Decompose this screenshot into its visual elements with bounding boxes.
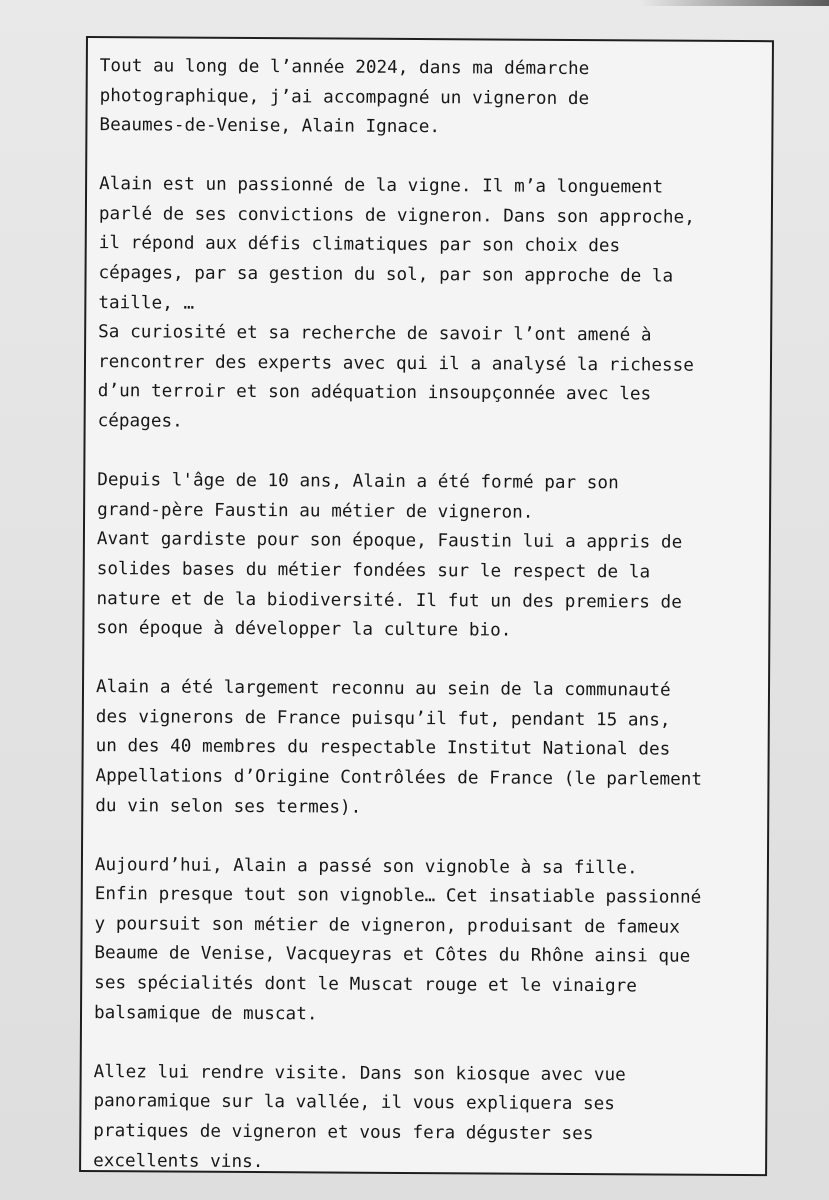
paragraph-visit — [93, 1058, 754, 1180]
text-line: Alain est un passionné de la vigne. Il m’a longuement — [99, 174, 664, 198]
text-line: panoramique sur la vallée, il vous expliquera ses — [93, 1091, 616, 1115]
text-line: Depuis l'âge de 10 ans, Alain a été formé par son — [97, 470, 619, 494]
text-line: cépages, par sa gestion du sol, par son approche de la — [98, 263, 674, 287]
text-line: excellents vins. — [93, 1150, 264, 1172]
text-line: ses spécialités dont le Muscat rouge et le vinaigre — [94, 973, 638, 997]
paragraph-today — [94, 851, 755, 1033]
text-line: parlé de ses convictions de vigneron. Dans son approche, — [98, 203, 695, 228]
text-line: cépages. — [97, 411, 183, 432]
text-line: du vin selon ses termes). — [95, 795, 362, 818]
text-line: pratiques de vigneron et vous fera déguster ses — [93, 1120, 594, 1145]
text-line: Appellations d’Origine Contrôlées de France (le parlement — [95, 766, 703, 790]
text-line: photographique, j’ai accompagné un vigneron de — [99, 85, 590, 109]
text-line: Beaume de Venise, Vacqueyras et Côtes du Rhône ainsi que — [94, 943, 691, 968]
text-line: Enfin presque tout son vignoble… Cet insatiable passionné — [94, 884, 702, 909]
text-line: Tout au long de l’année 2024, dans ma démarche — [99, 56, 590, 80]
text-line: des vignerons de France puisqu’il fut, pendant 15 ans, — [95, 706, 671, 731]
text-line: Aujourd’hui, Alain a passé son vignoble à sa fille. — [94, 854, 638, 879]
text-line: son époque à développer la culture bio. — [96, 618, 512, 641]
top-edge-shadow — [640, 0, 829, 6]
paragraph-passion — [98, 170, 760, 440]
paragraph-recognition — [95, 673, 756, 825]
text-panel — [79, 36, 774, 1176]
text-line: rencontrer des experts avec qui il a analysé la richesse — [97, 351, 695, 376]
text-line: grand-père Faustin au métier de vigneron. — [97, 499, 534, 523]
text-line: Sa curiosité et sa recherche de savoir l’ont amené à — [98, 322, 652, 346]
text-line: Beaumes-de-Venise, Alain Ignace. — [99, 115, 441, 138]
text-line: un des 40 membres du respectable Institut National des — [95, 736, 671, 760]
paragraph-intro — [99, 52, 760, 145]
text-line: nature et de la biodiversité. Il fut un des premiers de — [96, 588, 682, 613]
text-line: taille, … — [98, 292, 195, 314]
text-line: Avant gardiste pour son époque, Faustin lui a appris de — [96, 529, 683, 553]
text-line: Allez lui rendre visite. Dans son kiosque avec vue — [93, 1061, 626, 1086]
text-line: y poursuit son métier de vigneron, produisant de fameux — [94, 913, 680, 938]
text-line: solides bases du métier fondées sur le respect de la — [96, 558, 651, 583]
text-line: Alain a été largement reconnu au sein de la communauté — [95, 677, 671, 701]
text-line: d’un terroir et son adéquation insoupçonnée avec les — [97, 381, 652, 405]
paragraph-grandfather — [96, 466, 757, 648]
text-line: balsamique de muscat. — [93, 1002, 318, 1025]
text-line: il répond aux défis climatiques par son choix des — [98, 233, 621, 257]
